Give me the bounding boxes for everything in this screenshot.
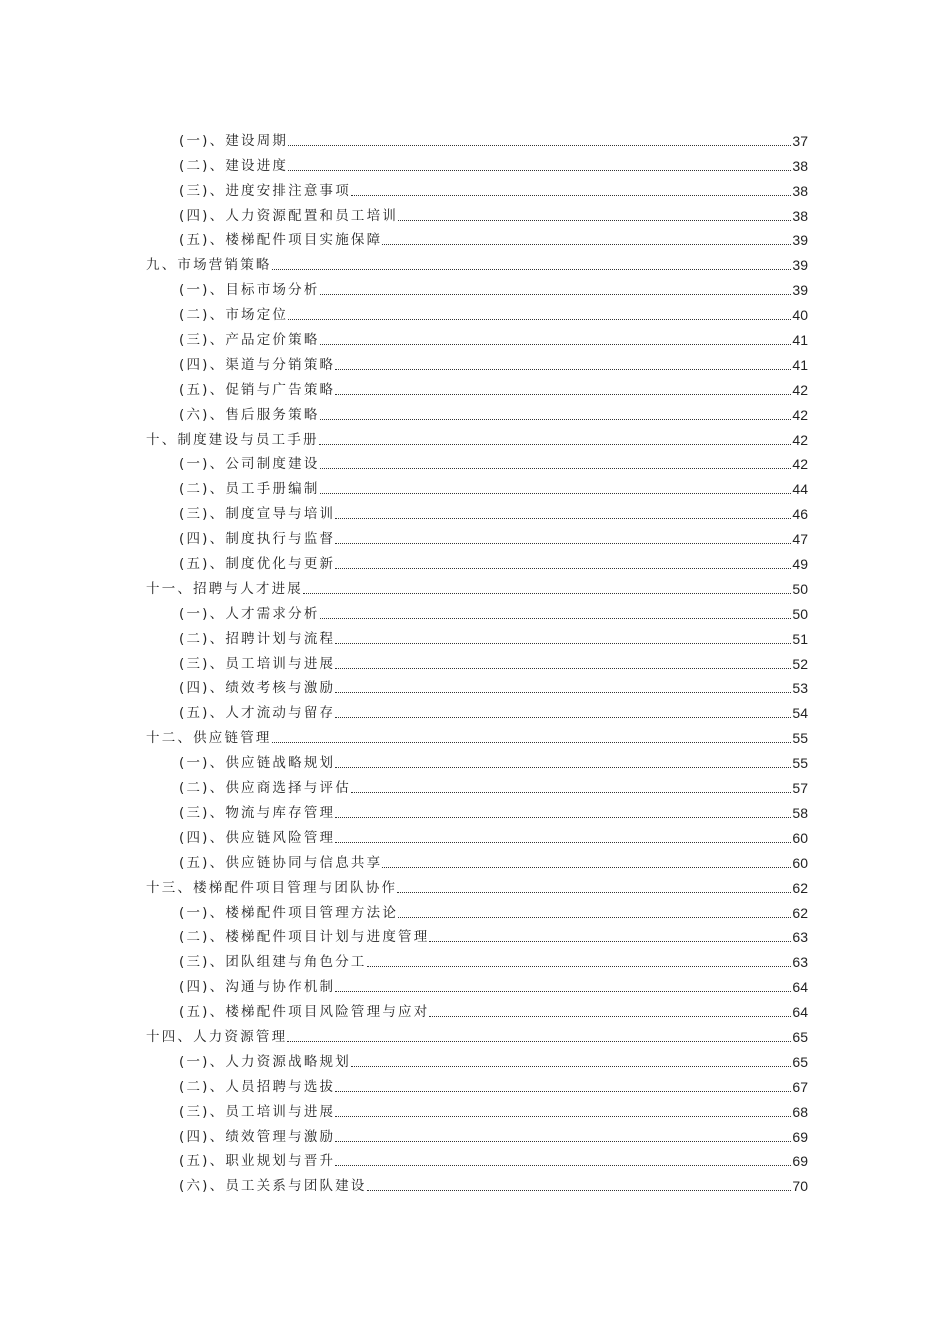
toc-dot-leader <box>335 394 791 395</box>
toc-page-number: 52 <box>792 655 808 672</box>
toc-dot-leader <box>367 966 792 967</box>
toc-page-number: 60 <box>792 829 808 846</box>
toc-dot-leader <box>288 170 791 171</box>
toc-dot-leader <box>335 692 791 693</box>
toc-dot-leader <box>335 568 791 569</box>
toc-page-number: 67 <box>792 1078 808 1095</box>
toc-entry[interactable] <box>146 872 808 897</box>
toc-page-number: 55 <box>792 730 808 747</box>
toc-entry[interactable] <box>146 946 808 971</box>
toc-entry-title: (五)、职业规划与晋升 <box>179 1153 336 1170</box>
toc-entry[interactable] <box>146 473 808 498</box>
toc-entry-title: (二)、人员招聘与选拔 <box>179 1078 336 1095</box>
toc-dot-leader <box>335 643 791 644</box>
toc-entry[interactable] <box>146 722 808 747</box>
toc-entry-title: (四)、沟通与协作机制 <box>179 979 336 996</box>
toc-entry[interactable] <box>146 897 808 922</box>
toc-page-number: 65 <box>792 1053 808 1070</box>
toc-page-number: 54 <box>792 705 808 722</box>
toc-dot-leader <box>382 244 791 245</box>
toc-page-number: 44 <box>792 481 808 498</box>
toc-page-number: 64 <box>792 1004 808 1021</box>
toc-entry-title: (四)、绩效管理与激励 <box>179 1128 336 1145</box>
toc-entry[interactable] <box>146 1021 808 1046</box>
toc-entry-title: (五)、供应链协同与信息共享 <box>179 854 383 871</box>
toc-entry[interactable] <box>146 523 808 548</box>
toc-page-number: 51 <box>792 630 808 647</box>
toc-page-number: 69 <box>792 1153 808 1170</box>
toc-page-number: 39 <box>792 282 808 299</box>
toc-entry[interactable] <box>146 1046 808 1071</box>
toc-dot-leader <box>351 792 791 793</box>
toc-entry[interactable] <box>146 747 808 772</box>
toc-dot-leader <box>398 917 791 918</box>
toc-entry-title: (三)、员工培训与进展 <box>179 1103 336 1120</box>
toc-page-number: 37 <box>792 132 808 149</box>
toc-page-number: 42 <box>792 456 808 473</box>
toc-entry-title: (一)、人才需求分析 <box>179 605 320 622</box>
toc-page-number: 63 <box>792 954 808 971</box>
toc-entry-title: (三)、产品定价策略 <box>179 332 320 349</box>
toc-entry-title: (二)、建设进度 <box>179 157 289 174</box>
toc-page-number: 55 <box>792 755 808 772</box>
toc-entry[interactable] <box>146 1096 808 1121</box>
toc-dot-leader <box>429 1016 791 1017</box>
toc-dot-leader <box>335 668 791 669</box>
toc-page-number: 65 <box>792 1028 808 1045</box>
toc-page-number: 42 <box>792 406 808 423</box>
toc-dot-leader <box>320 419 792 420</box>
toc-page-number: 69 <box>792 1128 808 1145</box>
toc-entry[interactable] <box>146 847 808 872</box>
toc-entry[interactable] <box>146 225 808 250</box>
toc-page-number: 47 <box>792 531 808 548</box>
toc-entry-title: 十四、人力资源管理 <box>146 1028 288 1045</box>
toc-dot-leader <box>335 543 791 544</box>
toc-entry[interactable] <box>146 1071 808 1096</box>
toc-dot-leader <box>303 593 791 594</box>
toc-entry[interactable] <box>146 374 808 399</box>
toc-entry-title: (三)、制度宣导与培训 <box>179 506 336 523</box>
toc-page-number: 38 <box>792 182 808 199</box>
toc-dot-leader <box>288 145 791 146</box>
toc-dot-leader <box>335 717 791 718</box>
toc-entry-title: (三)、团队组建与角色分工 <box>179 954 367 971</box>
toc-dot-leader <box>287 1041 791 1042</box>
toc-dot-leader <box>382 867 791 868</box>
toc-dot-leader <box>335 817 791 818</box>
toc-dot-leader <box>320 618 792 619</box>
toc-entry[interactable] <box>146 449 808 474</box>
toc-page-number: 49 <box>792 556 808 573</box>
toc-entry-title: (五)、制度优化与更新 <box>179 556 336 573</box>
toc-page-number: 42 <box>792 431 808 448</box>
toc-entry-title: (五)、促销与广告策略 <box>179 381 336 398</box>
toc-entry-title: (二)、招聘计划与流程 <box>179 630 336 647</box>
table-of-contents <box>146 125 808 1195</box>
toc-dot-leader <box>319 444 792 445</box>
toc-entry-title: (二)、楼梯配件项目计划与进度管理 <box>179 929 430 946</box>
toc-entry-title: (六)、员工关系与团队建设 <box>179 1178 367 1195</box>
toc-page-number: 62 <box>792 904 808 921</box>
toc-entry[interactable] <box>146 1146 808 1171</box>
toc-dot-leader <box>335 1116 791 1117</box>
toc-dot-leader <box>351 1066 791 1067</box>
toc-page-number: 53 <box>792 680 808 697</box>
toc-entry-title: 十、制度建设与员工手册 <box>146 431 319 448</box>
toc-dot-leader <box>335 518 791 519</box>
toc-dot-leader <box>335 767 791 768</box>
toc-entry-title: (一)、供应链战略规划 <box>179 755 336 772</box>
toc-dot-leader <box>320 468 792 469</box>
toc-dot-leader <box>320 344 792 345</box>
toc-entry-title: (二)、市场定位 <box>179 307 289 324</box>
toc-dot-leader <box>335 1165 791 1166</box>
toc-entry-title: (一)、建设周期 <box>179 132 289 149</box>
toc-entry[interactable] <box>146 797 808 822</box>
toc-entry[interactable] <box>146 697 808 722</box>
toc-page-number: 60 <box>792 854 808 871</box>
toc-entry-title: (二)、供应商选择与评估 <box>179 780 351 797</box>
toc-page-number: 58 <box>792 804 808 821</box>
toc-dot-leader <box>320 294 792 295</box>
toc-dot-leader <box>429 941 791 942</box>
toc-page-number: 39 <box>792 232 808 249</box>
toc-entry[interactable] <box>146 324 808 349</box>
toc-dot-leader <box>320 493 792 494</box>
toc-page-number: 42 <box>792 381 808 398</box>
toc-entry[interactable] <box>146 150 808 175</box>
toc-entry-title: (一)、目标市场分析 <box>179 282 320 299</box>
toc-entry-title: 九、市场营销策略 <box>146 257 272 274</box>
toc-dot-leader <box>272 742 792 743</box>
toc-page-number: 63 <box>792 929 808 946</box>
toc-entry[interactable] <box>146 673 808 698</box>
toc-entry-title: (五)、楼梯配件项目风险管理与应对 <box>179 1004 430 1021</box>
toc-page-number: 50 <box>792 605 808 622</box>
toc-dot-leader <box>397 892 791 893</box>
toc-entry-title: (四)、绩效考核与激励 <box>179 680 336 697</box>
toc-entry-title: (一)、公司制度建设 <box>179 456 320 473</box>
toc-entry[interactable] <box>146 424 808 449</box>
toc-entry-title: (四)、供应链风险管理 <box>179 829 336 846</box>
toc-entry[interactable] <box>146 971 808 996</box>
toc-entry-title: 十三、楼梯配件项目管理与团队协作 <box>146 879 398 896</box>
toc-dot-leader <box>335 369 791 370</box>
toc-page-number: 40 <box>792 307 808 324</box>
toc-entry[interactable] <box>146 623 808 648</box>
toc-entry[interactable] <box>146 249 808 274</box>
toc-page-number: 50 <box>792 580 808 597</box>
toc-entry-title: (三)、进度安排注意事项 <box>179 182 351 199</box>
toc-entry-title: (四)、制度执行与监督 <box>179 531 336 548</box>
toc-entry-title: (一)、人力资源战略规划 <box>179 1053 351 1070</box>
toc-entry[interactable] <box>146 125 808 150</box>
toc-page-number: 38 <box>792 207 808 224</box>
toc-dot-leader <box>351 195 791 196</box>
toc-dot-leader <box>335 991 791 992</box>
toc-entry[interactable] <box>146 996 808 1021</box>
toc-entry[interactable] <box>146 598 808 623</box>
toc-entry-title: (五)、人才流动与留存 <box>179 705 336 722</box>
toc-dot-leader <box>335 842 791 843</box>
toc-entry[interactable] <box>146 1121 808 1146</box>
toc-entry-title: (三)、员工培训与进展 <box>179 655 336 672</box>
toc-entry[interactable] <box>146 648 808 673</box>
toc-entry[interactable] <box>146 573 808 598</box>
toc-entry[interactable] <box>146 498 808 523</box>
toc-dot-leader <box>335 1141 791 1142</box>
toc-page-number: 70 <box>792 1178 808 1195</box>
toc-entry-title: (三)、物流与库存管理 <box>179 804 336 821</box>
toc-page-number: 41 <box>792 356 808 373</box>
toc-entry-title: 十二、供应链管理 <box>146 730 272 747</box>
toc-entry-title: 十一、招聘与人才进展 <box>146 580 303 597</box>
toc-entry[interactable] <box>146 548 808 573</box>
toc-entry[interactable] <box>146 274 808 299</box>
toc-entry[interactable] <box>146 922 808 947</box>
toc-entry-title: (一)、楼梯配件项目管理方法论 <box>179 904 399 921</box>
toc-dot-leader <box>367 1190 792 1191</box>
toc-page-number: 39 <box>792 257 808 274</box>
toc-entry-title: (五)、楼梯配件项目实施保障 <box>179 232 383 249</box>
toc-entry[interactable] <box>146 1170 808 1195</box>
toc-entry-title: (四)、人力资源配置和员工培训 <box>179 207 399 224</box>
toc-entry-title: (二)、员工手册编制 <box>179 481 320 498</box>
toc-page-number: 64 <box>792 979 808 996</box>
toc-entry[interactable] <box>146 200 808 225</box>
toc-dot-leader <box>335 1091 791 1092</box>
toc-entry[interactable] <box>146 349 808 374</box>
toc-page-number: 68 <box>792 1103 808 1120</box>
toc-entry[interactable] <box>146 299 808 324</box>
toc-entry[interactable] <box>146 772 808 797</box>
toc-page-number: 57 <box>792 780 808 797</box>
toc-page-number: 62 <box>792 879 808 896</box>
toc-entry[interactable] <box>146 822 808 847</box>
toc-entry[interactable] <box>146 399 808 424</box>
toc-dot-leader <box>398 220 791 221</box>
toc-dot-leader <box>288 319 791 320</box>
toc-entry[interactable] <box>146 175 808 200</box>
toc-entry-title: (四)、渠道与分销策略 <box>179 356 336 373</box>
toc-dot-leader <box>272 269 792 270</box>
toc-entry-title: (六)、售后服务策略 <box>179 406 320 423</box>
toc-page-number: 41 <box>792 332 808 349</box>
toc-page-number: 46 <box>792 506 808 523</box>
toc-page-number: 38 <box>792 157 808 174</box>
